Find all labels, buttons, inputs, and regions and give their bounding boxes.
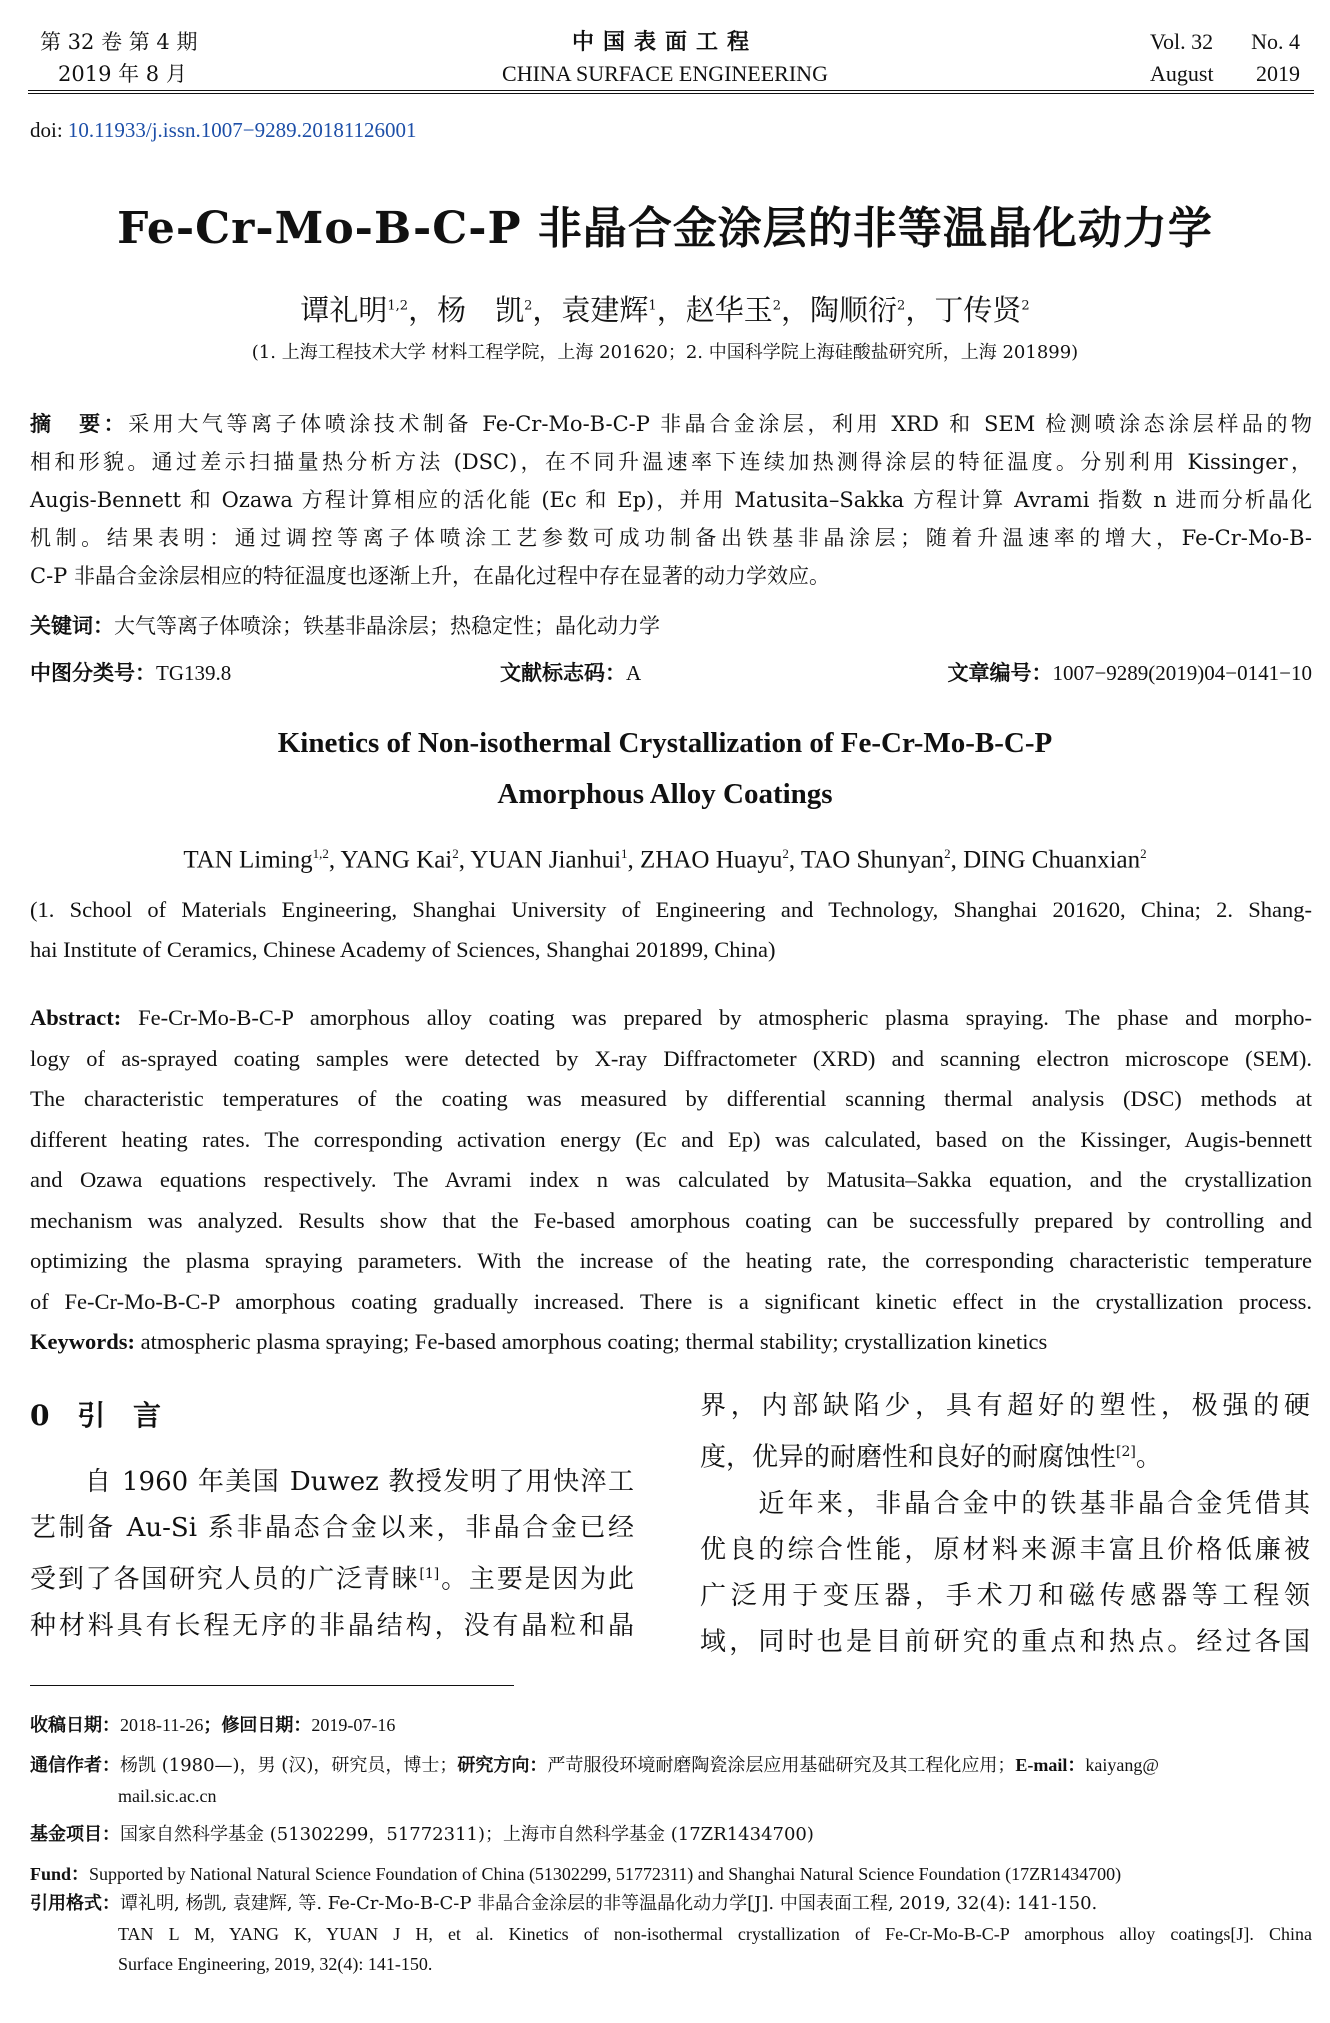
keywords-en-label: Keywords: [30, 1329, 141, 1354]
cn-author-name: 袁建辉 [561, 293, 649, 327]
cn-author-affiliation-mark: 2 [897, 298, 906, 314]
keywords-en-text: atmospheric plasma spraying; Fe-based amorphous coating; thermal stability; crystallization kinetics [140, 1329, 1048, 1354]
abstract-cn-line-5: C-P 非晶合金涂层相应的特征温度也逐渐上升，在晶化过程中存在显著的动力学效应。 [30, 564, 830, 588]
en-author-separator: , [627, 846, 641, 874]
en-author-separator: , [328, 846, 341, 874]
abstract-en-line-1: Abstract: Fe-Cr-Mo-B-C-P amorphous alloy coating was prepared by atmospheric plasma spraying. The phase and morpho- [30, 1005, 1312, 1030]
cn-author-name: 谭礼明 [300, 293, 388, 327]
abstract-en [30, 998, 1312, 1363]
en-author-separator: , [788, 846, 801, 874]
title-en-line-2: Amorphous Alloy Coatings [497, 778, 833, 810]
en-author-affiliation-mark: 2 [782, 846, 789, 861]
abstract-en-line-7: optimizing the plasma spraying parameters. With the increase of the heating rate, the corresponding characteristic temperature [30, 1248, 1312, 1273]
section-heading-introduction: 0 引 言 [30, 1399, 161, 1432]
header-rule-double [28, 93, 1314, 94]
no-label: No. 4 [1251, 29, 1300, 54]
volume-issue-cn: 第 32 卷 第 4 期 [40, 30, 198, 54]
abstract-en-line-8: of Fe-Cr-Mo-B-C-P amorphous coating gradually increased. There is a significant kinetic effect in the crystallization process. [30, 1288, 1312, 1314]
title-en [0, 718, 1330, 820]
cn-author-separator: ， [905, 293, 935, 327]
abstract-en-line-2: logy of as-sprayed coating samples were detected by X-ray Diffractometer (XRD) and scanning electron microscope (SEM). [30, 1045, 1312, 1071]
en-author-separator: , [458, 846, 471, 874]
body-column-left [30, 1459, 634, 1649]
en-author-affiliation-mark: 2 [944, 846, 951, 861]
citation-format-cn: 引用格式：谭礼明, 杨凯, 袁建辉, 等. Fe-Cr-Mo-B-C-P 非晶合金涂层的非等温晶化动力学[J]. 中国表面工程, 2019, 32(4): 141-150. [30, 1893, 1098, 1914]
doi-label: doi: [30, 118, 68, 142]
body-left-line-1: 自 1960 年美国 Duwez 教授发明了用快淬工 [30, 1467, 634, 1497]
en-author-name: YUAN Jianhui [470, 846, 622, 874]
cn-author-affiliation-mark: 2 [1021, 298, 1030, 314]
en-author-name: ZHAO Huayu [640, 846, 783, 874]
cn-author-separator: ， [656, 293, 686, 327]
authors-cn [0, 288, 1330, 329]
citation-ref-2[interactable]: [2] [1116, 1444, 1136, 1460]
email-continued[interactable]: mail.sic.ac.cn [118, 1786, 217, 1806]
en-author-name: YANG Kai [340, 846, 453, 874]
cn-author-name: 陶顺衍 [810, 293, 898, 327]
en-author-affiliation-mark: 2 [1140, 846, 1147, 861]
running-header-volume [1150, 26, 1300, 90]
header-rule [28, 90, 1314, 91]
article-number: 文章编号：1007−9289(2019)04−0141−10 [947, 660, 1312, 685]
authors-en [0, 846, 1330, 874]
abstract-en-line-5: and Ozawa equations respectively. The Avrami index n was calculated by Matusita–Sakka equation, and the crystallization [30, 1167, 1312, 1192]
body-column-right [700, 1383, 1310, 1665]
abstract-cn [30, 405, 1312, 595]
abstract-cn-line-4: 机制。结果表明：通过调控等离子体喷涂工艺参数可成功制备出铁基非晶涂层；随着升温速率的增大，Fe-Cr-Mo-B- [30, 526, 1312, 550]
abstract-en-line-3: The characteristic temperatures of the coating was measured by differential scanning thermal analysis (DSC) methods at [30, 1086, 1312, 1111]
abstract-en-line-4: different heating rates. The corresponding activation energy (Ec and Ep) was calculated, based on the Kissinger, Augis-bennett [30, 1126, 1312, 1152]
cn-author-name: 赵华玉 [685, 293, 773, 327]
cn-author-name: 丁传贤 [934, 293, 1022, 327]
body-right-line-6: 域，同时也是目前研究的重点和热点。经过各国 [700, 1626, 1310, 1657]
en-author-separator: , [950, 846, 964, 874]
fund-cn: 基金项目：国家自然科学基金 (51302299，51772311)；上海市自然科学基金 (17ZR1434700) [30, 1824, 814, 1845]
body-right-line-4: 优良的综合性能，原材料来源丰富且价格低廉被 [700, 1534, 1310, 1565]
cn-author-affiliation-mark: 2 [524, 298, 533, 314]
body-right-line-3: 近年来，非晶合金中的铁基非晶合金凭借其 [700, 1488, 1310, 1519]
en-author-name: TAO Shunyan [800, 846, 945, 874]
month-label: August [1150, 61, 1214, 86]
cn-author-separator: ， [408, 293, 438, 327]
en-author-affiliation-mark: 1,2 [312, 846, 329, 861]
cn-author-separator: ， [781, 293, 811, 327]
abstract-cn-line-2: 相和形貌。通过差示扫描量热分析方法 (DSC)，在不同升温速率下连续加热测得涂层的特征温度。分别利用 Kissinger， [30, 450, 1312, 474]
fund-en: Fund：Supported by National Natural Science Foundation of China (51302299, 51772311) and Shanghai Natural Science Foundation (17ZR1434700) [30, 1864, 1122, 1884]
keywords-cn-text: 大气等离子体喷涂；铁基非晶涂层；热稳定性；晶化动力学 [114, 614, 660, 638]
abstract-cn-line-1: 摘 要：采用大气等离子体喷涂技术制备 Fe-Cr-Mo-B-C-P 非晶合金涂层，利用 XRD 和 SEM 检测喷涂态涂层样品的物 [30, 411, 1313, 436]
doi-link[interactable]: 10.11933/j.issn.1007−9289.20181126001 [67, 118, 417, 142]
citation-format-en-1: TAN L M, YANG K, YUAN J H, et al. Kinetics of non-isothermal crystallization of Fe-Cr-Mo-B-C-P amorphous alloy coatings[J]. China [118, 1924, 1312, 1944]
corresponding-author: 通信作者：杨凯 (1980—)，男 (汉)，研究员，博士；研究方向：严苛服役环境耐磨陶瓷涂层应用基础研究及其工程化应用；E-mail：kaiyang@ [30, 1755, 1159, 1776]
body-left-line-4: 种材料具有长程无序的非晶结构，没有晶粒和晶 [30, 1610, 634, 1641]
journal-name-cn: 中国表面工程 [571, 29, 758, 55]
cn-author-separator: ， [532, 293, 562, 327]
year-label: 2019 [1256, 61, 1300, 86]
en-author-affiliation-mark: 1 [621, 846, 628, 861]
doi-line [30, 118, 417, 143]
clc-number: 中图分类号：TG139.8 [30, 660, 232, 685]
citation-format-en-2: Surface Engineering, 2019, 32(4): 141-150. [118, 1954, 433, 1974]
body-right-line-5: 广泛用于变压器，手术刀和磁传感器等工程领 [700, 1580, 1310, 1611]
affiliation-en-line-1: (1. School of Materials Engineering, Shanghai University of Engineering and Technology, Shanghai 201620, China; 2. Shang- [30, 897, 1312, 922]
footnotes [30, 1710, 1312, 1979]
keywords-cn-label: 关键词： [30, 613, 114, 638]
keywords-en [30, 1322, 1312, 1363]
date-cn: 2019 年 8 月 [58, 62, 187, 86]
body-right-line-2: 度，优异的耐磨性和良好的耐腐蚀性[2]。 [700, 1442, 1162, 1473]
en-author-affiliation-mark: 2 [452, 846, 459, 861]
email-link[interactable]: kaiyang@ [1085, 1755, 1159, 1775]
title-en-line-1: Kinetics of Non-isothermal Crystallization of Fe-Cr-Mo-B-C-P [277, 727, 1053, 759]
affiliation-en-line-2: hai Institute of Ceramics, Chinese Academy of Sciences, Shanghai 201899, China) [30, 937, 776, 962]
body-right-line-1: 界，内部缺陷少，具有超好的塑性，极强的硬 [700, 1391, 1310, 1421]
document-code: 文献标志码：A [500, 660, 642, 685]
cn-author-affiliation-mark: 2 [772, 298, 781, 314]
abstract-cn-label: 摘 要： [30, 411, 129, 436]
en-author-name: TAN Liming [183, 846, 313, 874]
journal-name-en: CHINA SURFACE ENGINEERING [502, 61, 828, 86]
abstract-cn-line-3: Augis-Bennett 和 Ozawa 方程计算相应的活化能 (Ec 和 Ep)，并用 Matusita–Sakka 方程计算 Avrami 指数 n 进而分析晶化 [30, 488, 1312, 512]
en-author-name: DING Chuanxian [963, 846, 1141, 874]
cn-author-affiliation-mark: 1,2 [387, 298, 409, 314]
cn-author-affiliation-mark: 1 [648, 298, 657, 314]
affiliation-en [30, 890, 1312, 970]
body-left-line-2: 艺制备 Au-Si 系非晶态合金以来，非晶合金已经 [30, 1513, 634, 1543]
citation-ref-1[interactable]: [1] [419, 1566, 440, 1582]
running-header-journal [0, 26, 1330, 90]
vol-label: Vol. 32 [1150, 29, 1214, 54]
abstract-en-line-6: mechanism was analyzed. Results show that the Fe-based amorphous coating can be successfully prepared by controlling and [30, 1207, 1312, 1233]
keywords-cn [30, 610, 660, 640]
body-left-line-3: 受到了各国研究人员的广泛青睐[1]。主要是因为此 [30, 1564, 634, 1595]
received-date: 收稿日期：2018-11-26；修回日期：2019-07-16 [30, 1715, 396, 1736]
cn-author-name: 杨 凯 [437, 293, 525, 327]
affiliation-cn: (1. 上海工程技术大学 材料工程学院，上海 201620；2. 中国科学院上海硅酸盐研究所，上海 201899) [251, 342, 1079, 363]
abstract-en-label: Abstract: [30, 1005, 139, 1030]
title-cn: Fe-Cr-Mo-B-C-P 非晶合金涂层的非等温晶化动力学 [117, 203, 1213, 254]
footnote-rule [30, 1685, 514, 1686]
